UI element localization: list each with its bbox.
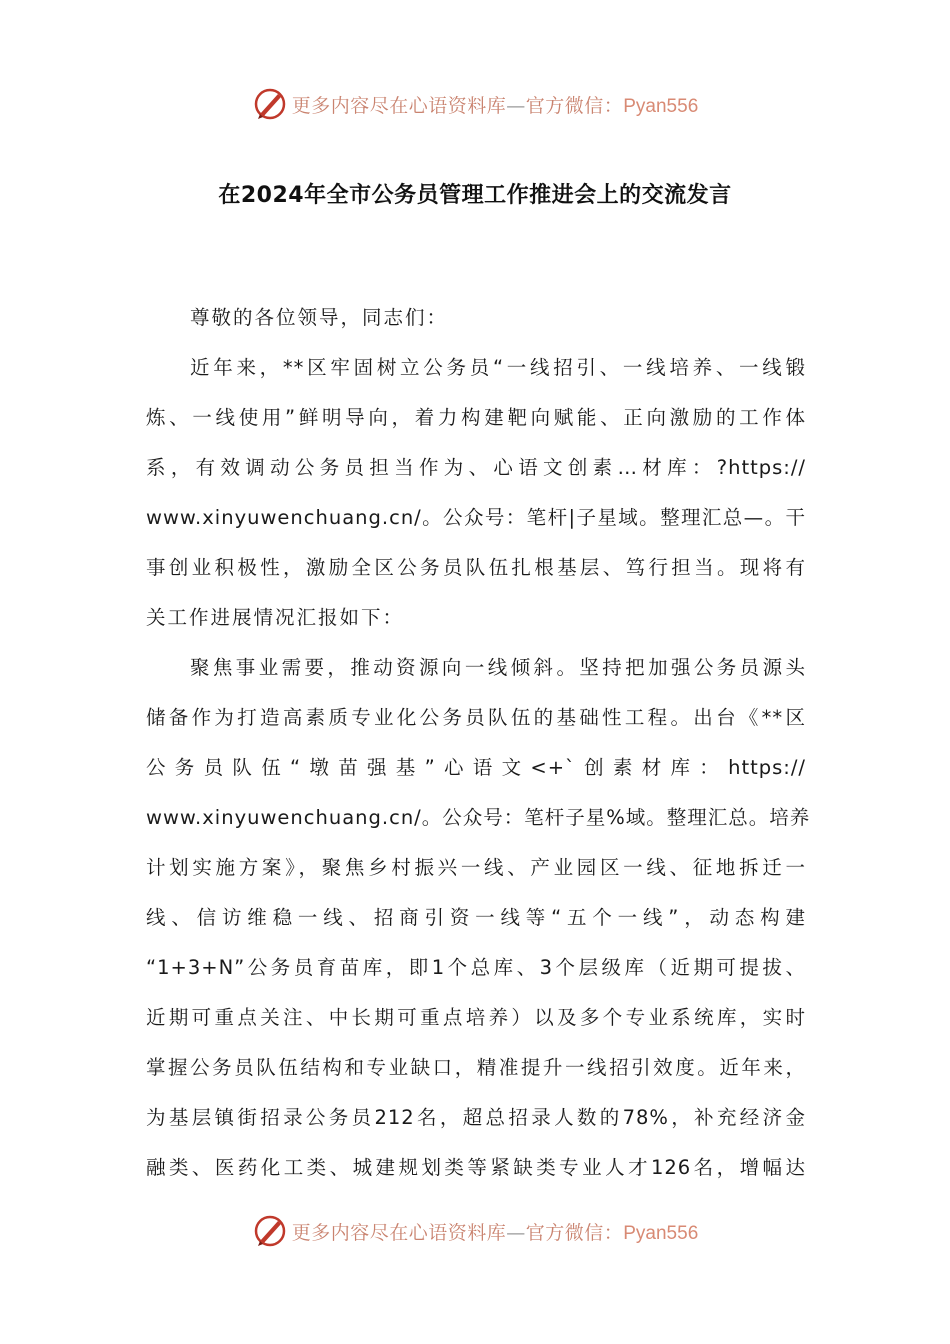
banner-text [292,91,699,118]
banner-separator: — [506,1221,526,1244]
banner-main-text: 更多内容尽在心语资料库 [291,1221,507,1244]
body-line: www.xinyuwenchuang.cn/。公众号：笔杆子星%域。整理汇总。培养 [146,806,811,829]
banner-text [292,1218,699,1245]
body-line: 融类、医药化工类、城建规划类等紧缺类专业人才126名，增幅达 [146,1156,806,1179]
body-line: 公务员队伍“墩苗强基”心语文<+`创素材库：https:// [146,756,806,779]
body-line: www.xinyuwenchuang.cn/。公众号：笔杆|子星域。整理汇总—。干 [146,506,806,529]
body-line: 掌握公务员队伍结构和专业缺口，精准提升一线招引效度。近年来， [146,1056,806,1079]
salutation-line: 尊敬的各位领导，同志们： [190,306,449,329]
pen-logo-icon [252,86,288,122]
body-line: 聚焦事业需要，推动资源向一线倾斜。坚持把加强公务员源头 [190,656,806,679]
body-line: 炼、一线使用”鲜明导向，着力构建靶向赋能、正向激励的工作体 [146,406,806,429]
footer-watermark-banner [0,1211,950,1251]
body-line: 关工作进展情况汇报如下： [146,606,405,629]
body-line: 计划实施方案》，聚焦乡村振兴一线、产业园区一线、征地拆迁一 [146,856,806,879]
body-line: 系，有效调动公务员担当作为、心语文创素…材库：?https:// [146,456,806,479]
banner-account: Pyan556 [623,95,699,117]
body-line: 事创业积极性，激励全区公务员队伍扎根基层、笃行担当。现将有 [146,556,806,579]
body-line: 线、信访维稳一线、招商引资一线等“五个一线”，动态构建 [146,906,806,929]
banner-wechat-label: 官方微信： [525,94,624,117]
body-line: 近期可重点关注、中长期可重点培养）以及多个专业系统库，实时 [146,1006,806,1029]
banner-separator: — [506,94,526,117]
body-line: 近年来，**区牢固树立公务员“一线招引、一线培养、一线锻 [190,356,806,379]
body-line: “1+3+N”公务员育苗库，即1个总库、3个层级库（近期可提拔、 [146,956,806,979]
pen-logo-icon [252,1213,288,1249]
banner-account: Pyan556 [623,1222,699,1244]
body-line: 为基层镇街招录公务员212名，超总招录人数的78%，补充经济金 [146,1106,806,1129]
body-line: 储备作为打造高素质专业化公务员队伍的基础性工程。出台《**区 [146,706,806,729]
banner-main-text: 更多内容尽在心语资料库 [291,94,507,117]
banner-wechat-label: 官方微信： [525,1221,624,1244]
header-watermark-banner [0,84,950,124]
document-title: 在2024年全市公务员管理工作推进会上的交流发言 [218,183,732,208]
